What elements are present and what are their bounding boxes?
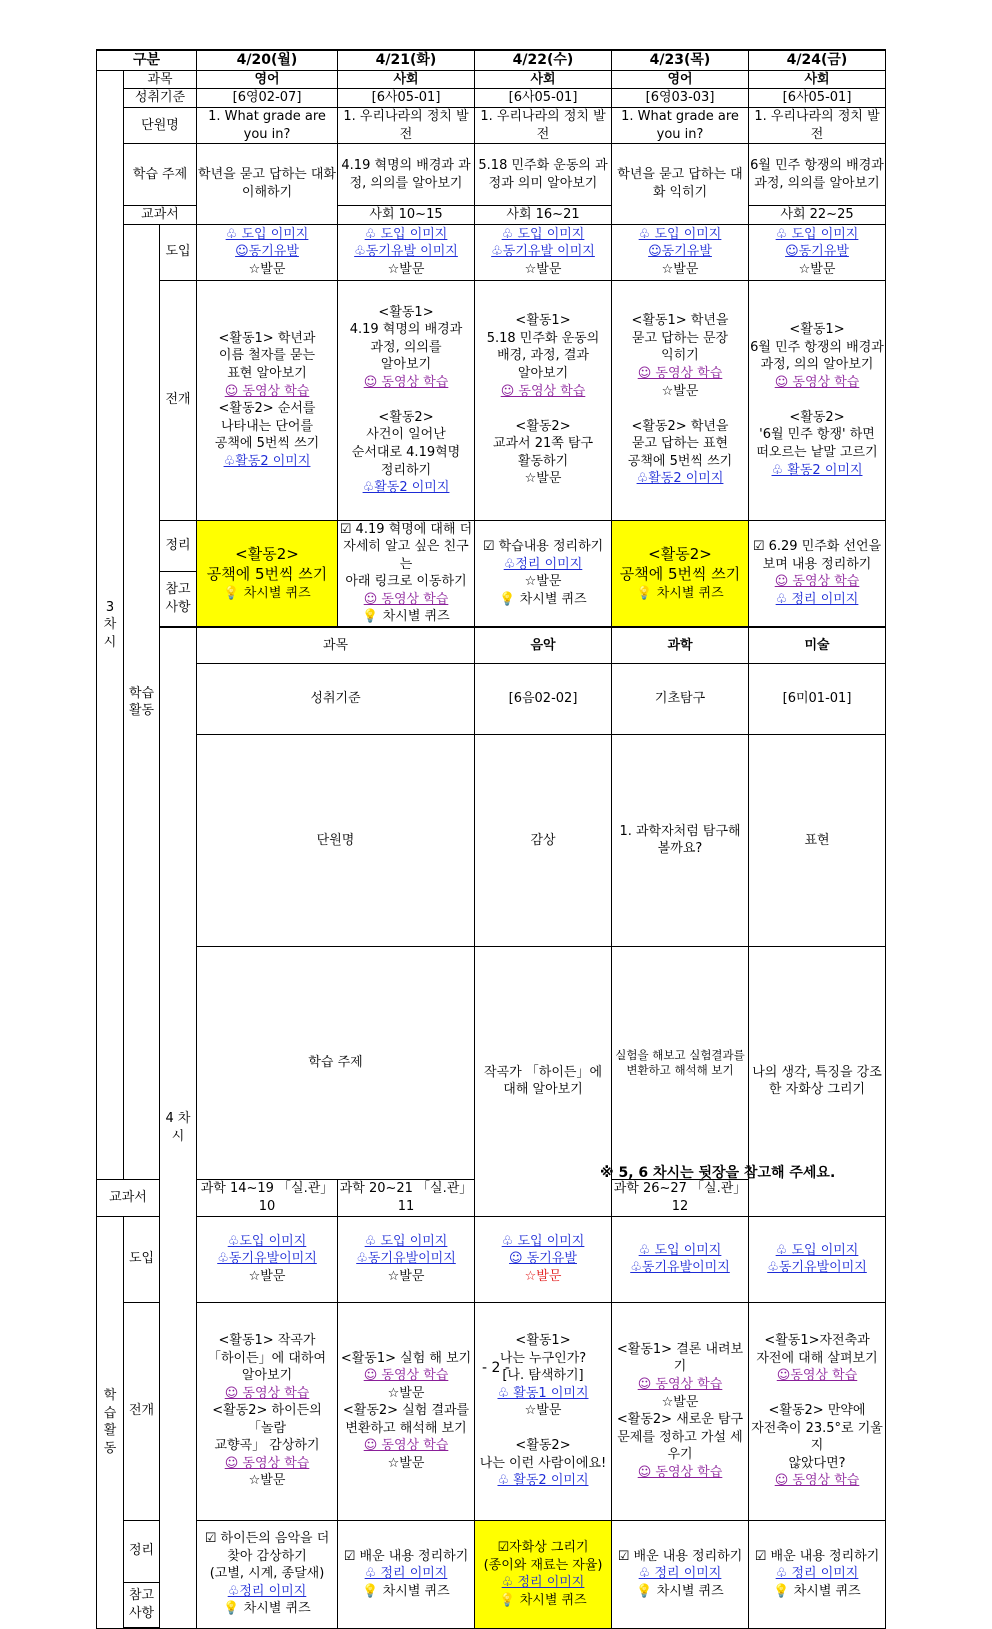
- topic-cell: 작곡가 「하이든」에 대해 알아보기: [475, 946, 612, 1216]
- develop-cell[interactable]: [749, 280, 886, 520]
- textbook-cell: 사회 22~25: [749, 206, 886, 225]
- image-link[interactable]: ☺동기유발: [785, 244, 849, 260]
- image-link[interactable]: ♧동기유발이미지: [217, 1251, 317, 1267]
- image-link[interactable]: ♧ 도입 이미지: [364, 226, 448, 242]
- cell-line: <활동1> 실험 해 보기: [340, 1350, 472, 1366]
- checklist-item: ☑ 배운 내용 정리하기: [754, 1548, 880, 1564]
- cell-line: <활동1> 학년과: [218, 330, 316, 346]
- cell-line: <활동2>: [515, 1438, 571, 1454]
- intro-cell[interactable]: [197, 224, 338, 280]
- subject-cell: 영어: [197, 70, 338, 89]
- image-link[interactable]: ☺동기유발: [235, 244, 299, 260]
- subject-cell: 미술: [749, 627, 886, 664]
- subject-label: 과목: [124, 70, 197, 89]
- unit-cell: 1. 우리나라의 정치 발전: [749, 107, 886, 143]
- s3-unit-row: [97, 107, 886, 143]
- cell-line: 배경, 과정, 결과: [497, 348, 589, 364]
- cell-line: 6월 민주 항쟁의 배경과: [750, 339, 884, 355]
- cell-line: [750, 1385, 884, 1403]
- intro-cell[interactable]: [612, 224, 749, 280]
- s3-develop-row: [97, 280, 886, 520]
- checklist-item: ☑ 4.19 혁명에 대해 더: [339, 521, 473, 537]
- cell-line: 공책에 5번씩 쓰기: [206, 565, 328, 584]
- develop-cell[interactable]: [475, 1302, 612, 1520]
- quiz-link[interactable]: 💡 차시별 퀴즈: [636, 1583, 724, 1599]
- question-prompt: ☆발문: [524, 261, 562, 277]
- standard-cell: [6영03-03]: [612, 89, 749, 108]
- cell-line: <활동2>: [789, 409, 845, 425]
- standard-cell: [6미01-01]: [749, 664, 886, 735]
- standard-label: 성취기준: [124, 89, 197, 108]
- image-link[interactable]: ♧활동2 이미지: [362, 480, 450, 496]
- cell-line: 정리하기: [380, 462, 432, 478]
- video-link[interactable]: ☺ 동영상 학습: [363, 1438, 449, 1454]
- quiz-link[interactable]: 💡 차시별 퀴즈: [499, 1592, 587, 1608]
- topic-cell: 나의 생각, 특징을 강조한 자화상 그리기: [749, 946, 886, 1216]
- cell-line: 활동하기: [517, 453, 569, 469]
- develop-label: 전개: [160, 280, 197, 520]
- cell-line: <활동1>자전축과: [764, 1333, 870, 1349]
- cell-line: 찾아 감상하기: [227, 1548, 307, 1564]
- question-prompt: ☆발문: [524, 471, 562, 487]
- image-link[interactable]: ♧ 도입 이미지: [364, 1233, 448, 1249]
- s3-standard-row: [97, 89, 886, 108]
- checklist-item: ☑ 학습내용 정리하기: [482, 539, 604, 555]
- cell-line: 자전축이 23.5°로 기울지: [751, 1420, 883, 1454]
- video-link[interactable]: ☺ 동영상 학습: [363, 374, 449, 390]
- cell-line: [613, 400, 747, 418]
- cell-line: 교향곡」 감상하기: [214, 1438, 320, 1454]
- wrap-cell[interactable]: [338, 520, 475, 627]
- cell-line: 이름 철자를 묻는: [218, 348, 316, 364]
- question-prompt: ☆발문: [248, 1268, 286, 1284]
- cell-line: 보며 내용 정리하기: [762, 556, 872, 572]
- subject-cell: 사회: [338, 70, 475, 89]
- develop-cell[interactable]: [197, 1302, 338, 1520]
- intro-label: 도입: [160, 224, 197, 280]
- wrap-cell[interactable]: [612, 520, 749, 627]
- wrap-cell[interactable]: [612, 1520, 749, 1628]
- cell-line: 않았다면?: [788, 1455, 846, 1471]
- subject-cell: 과학: [612, 627, 749, 664]
- develop-cell[interactable]: [338, 280, 475, 520]
- wrap-cell[interactable]: [197, 1520, 338, 1628]
- intro-cell[interactable]: [612, 1216, 749, 1302]
- intro-cell[interactable]: [338, 1216, 475, 1302]
- period-label-4: 4 차시: [160, 627, 197, 1628]
- image-link[interactable]: ♧동기유발이미지: [356, 1251, 456, 1267]
- s4-standard-row: [97, 664, 886, 735]
- question-prompt: ☆발문: [661, 1394, 699, 1410]
- textbook-cell: 과학 20~21 「실.관」11: [338, 1180, 475, 1216]
- cell-line: 4.19 혁명의 배경과: [349, 322, 463, 338]
- intro-cell[interactable]: [749, 1216, 886, 1302]
- cell-line: <활동2>: [235, 545, 299, 564]
- standard-cell: 기초탐구: [612, 664, 749, 735]
- develop-cell[interactable]: [749, 1302, 886, 1520]
- checklist-item: ☑ 배운 내용 정리하기: [343, 1548, 469, 1564]
- topic-cell: 학년을 묻고 답하는 대화 이해하기: [197, 144, 338, 225]
- image-link[interactable]: ♧ 도입 이미지: [638, 1242, 722, 1258]
- textbook-cell: 사회 10~15: [338, 206, 475, 225]
- develop-cell[interactable]: [612, 280, 749, 520]
- question-prompt: ☆발문: [387, 261, 425, 277]
- cell-line: 아래 링크로 이동하기: [345, 574, 467, 590]
- cell-line: <활동2> 하이든의 「놀람: [212, 1403, 322, 1436]
- cell-line: 자전에 대해 살펴보기: [756, 1350, 878, 1366]
- image-link[interactable]: ♧동기유발이미지: [767, 1260, 867, 1276]
- video-link[interactable]: ☺ 동영상 학습: [363, 1368, 449, 1384]
- day-header: 4/20(월): [197, 50, 338, 70]
- develop-cell[interactable]: [612, 1302, 749, 1520]
- standard-cell: [6사05-01]: [475, 89, 612, 108]
- cell-line: <활동2> 학년을: [631, 418, 729, 434]
- intro-cell[interactable]: [749, 224, 886, 280]
- image-link[interactable]: ♧ 도입 이미지: [501, 226, 585, 242]
- image-link[interactable]: ♧동기유발 이미지: [491, 244, 595, 260]
- quiz-link[interactable]: 💡 차시별 퀴즈: [499, 591, 587, 607]
- image-link[interactable]: ♧도입 이미지: [227, 1233, 307, 1249]
- checklist-item: ☑ 6.29 민주화 선언을: [752, 539, 882, 555]
- cell-line: [나. 탐색하기]: [502, 1368, 584, 1384]
- quiz-link[interactable]: 💡 차시별 퀴즈: [362, 1583, 450, 1599]
- s3-intro-row: [97, 224, 886, 280]
- question-prompt: ☆발문: [798, 261, 836, 277]
- header-corner: 구분: [97, 50, 197, 70]
- textbook-label: 교과서: [97, 1180, 160, 1216]
- cell-line: 문제를 정하고 가설 세우기: [617, 1429, 743, 1463]
- cell-line: 「하이든」에 대하여: [207, 1350, 327, 1366]
- s4-wrap-row: [97, 1520, 886, 1582]
- checklist-item: ☑ 하이든의 음악을 더: [204, 1531, 330, 1547]
- wrap-cell[interactable]: [749, 1520, 886, 1628]
- wrap-cell[interactable]: [338, 1520, 475, 1628]
- video-link[interactable]: ☺ 동영상 학습: [500, 383, 586, 399]
- ref-label: 참고 사항: [160, 571, 197, 627]
- textbook-label: 교과서: [124, 206, 197, 225]
- cell-line: <활동2> 실험 결과를: [342, 1403, 470, 1419]
- cell-line: 묻고 답하는 표현: [631, 436, 729, 452]
- unit-cell: 1. 과학자처럼 탐구해 볼까요?: [612, 735, 749, 947]
- video-link[interactable]: ☺ 동영상 학습: [774, 574, 860, 590]
- subject-label: 과목: [197, 627, 475, 664]
- develop-cell[interactable]: [338, 1302, 475, 1520]
- cell-line: <활동2> 만약에: [768, 1403, 866, 1419]
- unit-cell: 1. What grade are you in?: [197, 107, 338, 143]
- quiz-link[interactable]: 💡 차시별 퀴즈: [223, 1601, 311, 1617]
- wrap-cell[interactable]: [475, 520, 612, 627]
- question-prompt: ☆발문: [387, 1385, 425, 1401]
- standard-cell: [6영02-07]: [197, 89, 338, 108]
- cell-line: 교과서 21쪽 탐구: [492, 436, 594, 452]
- video-link[interactable]: ☺ 동영상 학습: [774, 1473, 860, 1489]
- image-link[interactable]: ☺동기유발: [648, 244, 712, 260]
- subject-cell: 사회: [749, 70, 886, 89]
- image-link[interactable]: ♧ 정리 이미지: [501, 1575, 585, 1591]
- video-link[interactable]: ☺ 동영상 학습: [637, 1376, 723, 1392]
- question-prompt: ☆발문: [661, 261, 699, 277]
- quiz-link[interactable]: 💡 차시별 퀴즈: [362, 609, 450, 625]
- standard-cell: [6사05-01]: [749, 89, 886, 108]
- image-link[interactable]: ♧ 정리 이미지: [364, 1566, 448, 1582]
- image-link[interactable]: ♧ 도입 이미지: [501, 1233, 585, 1249]
- unit-cell: 표현: [749, 735, 886, 947]
- schedule-table: [96, 49, 886, 1629]
- wrap-cell[interactable]: [749, 520, 886, 627]
- cell-line: 자세히 알고 싶은 친구는: [343, 539, 469, 572]
- cell-line: <활동1> 결론 내려보기: [616, 1341, 744, 1375]
- topic-cell: 5.18 민주화 운동의 과정과 의미 알아보기: [475, 144, 612, 206]
- cell-line: 공책에 5번씩 쓰기: [627, 453, 733, 469]
- cell-line: <활동2> 새로운 탐구: [616, 1412, 744, 1428]
- day-header: 4/22(수): [475, 50, 612, 70]
- standard-cell: [6음02-02]: [475, 664, 612, 735]
- cell-line: 표현 알아보기: [227, 366, 307, 382]
- video-link[interactable]: ☺ 동영상 학습: [224, 1385, 310, 1401]
- question-prompt: ☆발문: [387, 1268, 425, 1284]
- cell-line: 공책에 5번씩 쓰기: [619, 565, 741, 584]
- image-link[interactable]: ♧ 활동2 이미지: [771, 462, 863, 478]
- develop-cell[interactable]: [197, 280, 338, 520]
- video-link[interactable]: ☺동영상 학습: [776, 1368, 858, 1384]
- subject-cell: 사회: [475, 70, 612, 89]
- quiz-link[interactable]: 💡 차시별 퀴즈: [223, 585, 311, 601]
- subject-cell: 영어: [612, 70, 749, 89]
- cell-line: <활동2>: [648, 545, 712, 564]
- question-prompt: ☆발문: [524, 1403, 562, 1419]
- cell-line: 나타내는 단어를: [220, 418, 314, 434]
- question-prompt: ☆발문: [661, 383, 699, 399]
- intro-cell[interactable]: [197, 1216, 338, 1302]
- question-prompt: ☆발문: [387, 1455, 425, 1471]
- cell-line: [476, 400, 610, 418]
- s4-subject-row: [97, 627, 886, 664]
- cell-line: 5.18 민주화 운동의: [486, 330, 600, 346]
- image-link[interactable]: ☺ 동기유발: [509, 1251, 577, 1267]
- image-link[interactable]: ♧정리 이미지: [503, 556, 583, 572]
- cell-line: <활동2> 순서를: [218, 401, 316, 417]
- image-link[interactable]: ♧ 도입 이미지: [225, 226, 309, 242]
- cell-line: 사건이 일어난: [366, 427, 446, 443]
- quiz-link[interactable]: 💡 차시별 퀴즈: [773, 1583, 861, 1599]
- image-link[interactable]: ♧ 도입 이미지: [638, 226, 722, 242]
- footnote: ※ 5, 6 차시는 뒷장을 참고해 주세요.: [600, 1165, 836, 1181]
- cell-line: (고별, 시계, 종달새): [209, 1566, 325, 1582]
- image-link[interactable]: ♧ 도입 이미지: [775, 226, 859, 242]
- image-link[interactable]: ♧동기유발이미지: [630, 1260, 730, 1276]
- cell-line: [476, 1420, 610, 1438]
- subject-cell: 음악: [475, 627, 612, 664]
- image-link[interactable]: ♧동기유발 이미지: [354, 244, 458, 260]
- cell-line: 떠오르는 낱말 고르기: [756, 444, 878, 460]
- intro-cell[interactable]: [475, 1216, 612, 1302]
- question-prompt: ☆발문: [524, 1268, 562, 1284]
- cell-line: '6월 민주 항쟁' 하면: [759, 427, 875, 443]
- wrap-cell[interactable]: [475, 1520, 612, 1628]
- s4-develop-row: [97, 1302, 886, 1520]
- image-link[interactable]: ♧활동2 이미지: [636, 471, 724, 487]
- standard-label: 성취기준: [197, 664, 475, 735]
- activity-label: 학습 활동: [97, 1216, 124, 1628]
- image-link[interactable]: ♧ 정리 이미지: [775, 1566, 859, 1582]
- cell-line: 과정, 의의 알아보기: [760, 357, 874, 373]
- checklist-item: ☑ 배운 내용 정리하기: [617, 1548, 743, 1564]
- cell-line: 나는 이런 사람이에요!: [479, 1455, 607, 1471]
- topic-cell: 6월 민주 항쟁의 배경과 과정, 의의를 알아보기: [749, 144, 886, 206]
- ref-label: 참고 사항: [124, 1582, 160, 1628]
- image-link[interactable]: ♧활동2 이미지: [223, 453, 311, 469]
- day-header: 4/21(화): [338, 50, 475, 70]
- s3-subject-row: [97, 70, 886, 89]
- image-link[interactable]: ♧ 정리 이미지: [775, 591, 859, 607]
- image-link[interactable]: ♧ 활동1 이미지: [497, 1385, 589, 1401]
- topic-cell: 실험을 해보고 실험결과를 변환하고 해석해 보기: [612, 946, 749, 1180]
- video-link[interactable]: ☺ 동영상 학습: [224, 1455, 310, 1471]
- period-label-3: 3 차시: [97, 70, 124, 1180]
- cell-line: 묻고 답하는 문장: [631, 330, 729, 346]
- develop-cell[interactable]: [475, 280, 612, 520]
- video-link[interactable]: ☺ 동영상 학습: [363, 591, 449, 607]
- s4-topic-row: [97, 946, 886, 1180]
- textbook-cell: 과학 14~19 「실.관」10: [197, 1180, 338, 1216]
- video-link[interactable]: ☺ 동영상 학습: [637, 366, 723, 382]
- cell-line: (종이와 재료는 자율): [483, 1557, 603, 1573]
- question-prompt: ☆발문: [248, 261, 286, 277]
- topic-label: 학습 주제: [124, 144, 197, 206]
- image-link[interactable]: ♧ 도입 이미지: [775, 1242, 859, 1258]
- image-link[interactable]: ♧ 정리 이미지: [638, 1566, 722, 1582]
- cell-line: <활동1>: [515, 313, 571, 329]
- cell-line: 익히기: [661, 348, 699, 364]
- cell-line: [750, 391, 884, 409]
- cell-line: 공책에 5번씩 쓰기: [214, 436, 320, 452]
- cell-line: [339, 391, 473, 409]
- cell-line: <활동1> 작곡가: [218, 1333, 316, 1349]
- unit-cell: 1. 우리나라의 정치 발전: [475, 107, 612, 143]
- video-link[interactable]: ☺ 동영상 학습: [637, 1464, 723, 1480]
- video-link[interactable]: ☺ 동영상 학습: [224, 383, 310, 399]
- intro-label: 도입: [124, 1216, 160, 1302]
- unit-label: 단원명: [197, 735, 475, 947]
- wrap-label: 정리: [124, 1520, 160, 1582]
- cell-line: 알아보기: [517, 366, 569, 382]
- intro-cell[interactable]: [475, 224, 612, 280]
- cell-line: 나는 누구인가?: [499, 1350, 587, 1366]
- activity-label: 학습 활동: [124, 224, 160, 1180]
- cell-line: <활동1>: [515, 1333, 571, 1349]
- image-link[interactable]: ♧ 활동2 이미지: [497, 1473, 589, 1489]
- question-prompt: ☆발문: [524, 574, 562, 590]
- cell-line: 순서대로 4.19혁명: [351, 444, 461, 460]
- unit-cell: 1. What grade are you in?: [612, 107, 749, 143]
- page-number: - 2 -: [482, 1360, 510, 1376]
- video-link[interactable]: ☺ 동영상 학습: [774, 374, 860, 390]
- standard-cell: [6사05-01]: [338, 89, 475, 108]
- s4-unit-row: [97, 735, 886, 947]
- textbook-cell: 사회 16~21: [475, 206, 612, 225]
- s3-wrap-row: [97, 520, 886, 571]
- day-header: 4/24(금): [749, 50, 886, 70]
- wrap-cell[interactable]: [197, 520, 338, 627]
- topic-cell: 학년을 묻고 답하는 대화 익히기: [612, 144, 749, 225]
- cell-line: <활동2>: [378, 409, 434, 425]
- cell-line: 과정, 의의를: [370, 339, 442, 355]
- s4-intro-row: [97, 1216, 886, 1302]
- image-link[interactable]: ♧정리 이미지: [227, 1583, 307, 1599]
- unit-cell: 1. 우리나라의 정치 발전: [338, 107, 475, 143]
- quiz-link[interactable]: 💡 차시별 퀴즈: [636, 585, 724, 601]
- unit-label: 단원명: [124, 107, 197, 143]
- cell-line: <활동2>: [515, 418, 571, 434]
- cell-line: <활동1>: [378, 304, 434, 320]
- question-prompt: ☆발문: [248, 1473, 286, 1489]
- s3-topic-row: [97, 144, 886, 206]
- cell-line: 변환하고 해석해 보기: [345, 1420, 467, 1436]
- topic-cell: 4.19 혁명의 배경과 과정, 의의를 알아보기: [338, 144, 475, 206]
- wrap-label: 정리: [160, 520, 197, 571]
- cell-line: <활동1>: [789, 322, 845, 338]
- textbook-cell: 과학 26~27 「실.관」12: [612, 1180, 749, 1216]
- topic-label: 학습 주제: [197, 946, 475, 1180]
- unit-cell: 감상: [475, 735, 612, 947]
- checklist-item: ☑자화상 그리기: [497, 1539, 589, 1555]
- header-row: [97, 50, 886, 70]
- cell-line: <활동1> 학년을: [631, 313, 729, 329]
- develop-label: 전개: [124, 1302, 160, 1520]
- intro-cell[interactable]: [338, 224, 475, 280]
- cell-line: 알아보기: [241, 1368, 293, 1384]
- cell-line: 알아보기: [380, 357, 432, 373]
- day-header: 4/23(목): [612, 50, 749, 70]
